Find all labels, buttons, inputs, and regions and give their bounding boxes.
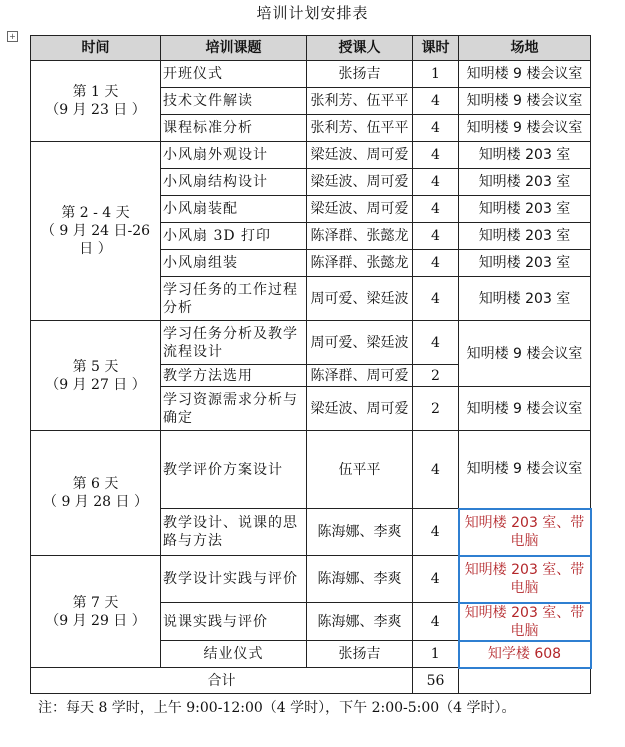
header-time: 时间 <box>31 36 161 61</box>
hours-cell: 1 <box>413 61 459 88</box>
teacher-cell: 张扬吉 <box>307 641 413 668</box>
venue-cell: 知明楼 9 楼会议室 <box>459 61 591 88</box>
day-cell <box>31 142 161 321</box>
hours-cell: 4 <box>413 142 459 169</box>
teacher-cell: 周可爱、梁廷波 <box>307 321 413 365</box>
day-label: 第 5 天 <box>72 358 119 375</box>
venue-cell: 知明楼 203 室 <box>459 142 591 169</box>
table-row <box>31 321 591 365</box>
day-cell <box>31 556 161 668</box>
day-label: 第 6 天 <box>72 476 119 492</box>
venue-cell: 知明楼 203 室 <box>459 196 591 223</box>
hours-cell: 4 <box>413 223 459 250</box>
venue-cell: 知明楼 203 室 <box>459 223 591 250</box>
day-cell <box>31 431 161 556</box>
footnote: 注：每天 8 学时，上午 9:00-12:00（4 学时），下午 2:00-5:00（4 学时）。 <box>38 700 516 716</box>
teacher-cell: 周可爱、梁廷波 <box>307 277 413 321</box>
teacher-cell: 张扬吉 <box>307 61 413 88</box>
course-cell: 教学设计实践与评价 <box>161 556 307 603</box>
course-cell: 学习资源需求分析与确定 <box>161 387 307 431</box>
hours-cell: 4 <box>413 556 459 603</box>
course-cell: 学习任务分析及教学流程设计 <box>161 321 307 365</box>
day-date: （9 月 27 日 ） <box>45 376 146 393</box>
venue-cell: 知明楼 9 楼会议室 <box>459 115 591 142</box>
table-move-handle-icon[interactable]: + <box>7 31 18 42</box>
venue-cell: 知明楼 9 楼会议室 <box>459 321 591 387</box>
header-teacher: 授课人 <box>307 36 413 61</box>
day-cell <box>31 321 161 431</box>
course-cell: 结业仪式 <box>161 641 307 668</box>
teacher-cell: 梁廷波、周可爱 <box>307 142 413 169</box>
venue-cell: 知明楼 203 室 <box>459 250 591 277</box>
venue-cell: 知明楼 203 室、带电脑 <box>459 509 591 556</box>
day-label: 第 7 天 <box>72 594 119 611</box>
training-schedule-table <box>30 35 592 694</box>
venue-cell: 知明楼 203 室 <box>459 277 591 321</box>
teacher-cell: 梁廷波、周可爱 <box>307 169 413 196</box>
teacher-cell: 张利芳、伍平平 <box>307 88 413 115</box>
header-hours: 课时 <box>413 36 459 61</box>
teacher-cell: 伍平平 <box>307 431 413 509</box>
venue-cell: 知明楼 203 室 <box>459 169 591 196</box>
hours-cell: 4 <box>413 431 459 509</box>
hours-cell: 2 <box>413 387 459 431</box>
venue-cell: 知明楼 203 室、带电脑 <box>459 603 591 641</box>
venue-cell: 知明楼 9 楼会议室 <box>459 387 591 431</box>
venue-cell: 知明楼 9 楼会议室 <box>459 88 591 115</box>
table-header-row <box>31 36 591 61</box>
course-cell: 技术文件解读 <box>161 88 307 115</box>
table-row <box>31 431 591 509</box>
venue-cell: 知学楼 608 <box>459 641 591 668</box>
teacher-cell: 梁廷波、周可爱 <box>307 196 413 223</box>
course-cell: 开班仪式 <box>161 61 307 88</box>
hours-cell: 2 <box>413 365 459 387</box>
course-cell: 教学方法选用 <box>161 365 307 387</box>
hours-cell: 4 <box>413 196 459 223</box>
hours-cell: 4 <box>413 509 459 556</box>
course-cell: 教学评价方案设计 <box>161 431 307 509</box>
day-cell <box>31 61 161 142</box>
course-cell: 教学设计、说课的思路与方法 <box>161 509 307 556</box>
venue-cell: 知明楼 203 室、带电脑 <box>459 556 591 603</box>
course-cell: 小风扇装配 <box>161 196 307 223</box>
teacher-cell: 陈海娜、李爽 <box>307 509 413 556</box>
course-cell: 小风扇结构设计 <box>161 169 307 196</box>
total-hours: 56 <box>413 668 459 694</box>
header-venue: 场地 <box>459 36 591 61</box>
hours-cell: 4 <box>413 115 459 142</box>
teacher-cell: 张利芳、伍平平 <box>307 115 413 142</box>
teacher-cell: 陈泽群、张懿龙 <box>307 250 413 277</box>
teacher-cell: 梁廷波、周可爱 <box>307 387 413 431</box>
hours-cell: 4 <box>413 250 459 277</box>
course-cell: 学习任务的工作过程分析 <box>161 277 307 321</box>
hours-cell: 4 <box>413 169 459 196</box>
hours-cell: 1 <box>413 641 459 668</box>
total-label: 合计 <box>31 668 413 694</box>
hours-cell: 4 <box>413 88 459 115</box>
course-cell: 小风扇组装 <box>161 250 307 277</box>
teacher-cell: 陈海娜、李爽 <box>307 556 413 603</box>
day-date: （ 9 月 28 日 ） <box>43 494 148 510</box>
day-label: 第 2 - 4 天 <box>61 205 130 221</box>
hours-cell: 4 <box>413 277 459 321</box>
table-row <box>31 61 591 88</box>
venue-cell: 知明楼 9 楼会议室 <box>459 431 591 509</box>
page-title: 培训计划安排表 <box>256 4 369 22</box>
course-cell: 说课实践与评价 <box>161 603 307 641</box>
hours-cell: 4 <box>413 321 459 365</box>
teacher-cell: 陈泽群、张懿龙 <box>307 223 413 250</box>
day-date: （ 9 月 24 日-26 日 ） <box>40 223 151 257</box>
teacher-cell: 陈泽群、周可爱 <box>307 365 413 387</box>
table-row <box>31 142 591 169</box>
course-cell: 小风扇外观设计 <box>161 142 307 169</box>
header-course: 培训课题 <box>161 36 307 61</box>
course-cell: 小风扇 3D 打印 <box>161 223 307 250</box>
day-label: 第 1 天 <box>72 84 119 100</box>
hours-cell: 4 <box>413 603 459 641</box>
course-cell: 课程标准分析 <box>161 115 307 142</box>
total-row <box>31 668 591 694</box>
total-venue-empty <box>459 668 591 694</box>
teacher-cell: 陈海娜、李爽 <box>307 603 413 641</box>
day-date: （9 月 29 日 ） <box>45 612 146 629</box>
table-row <box>31 556 591 603</box>
day-date: （9 月 23 日 ） <box>45 102 146 118</box>
